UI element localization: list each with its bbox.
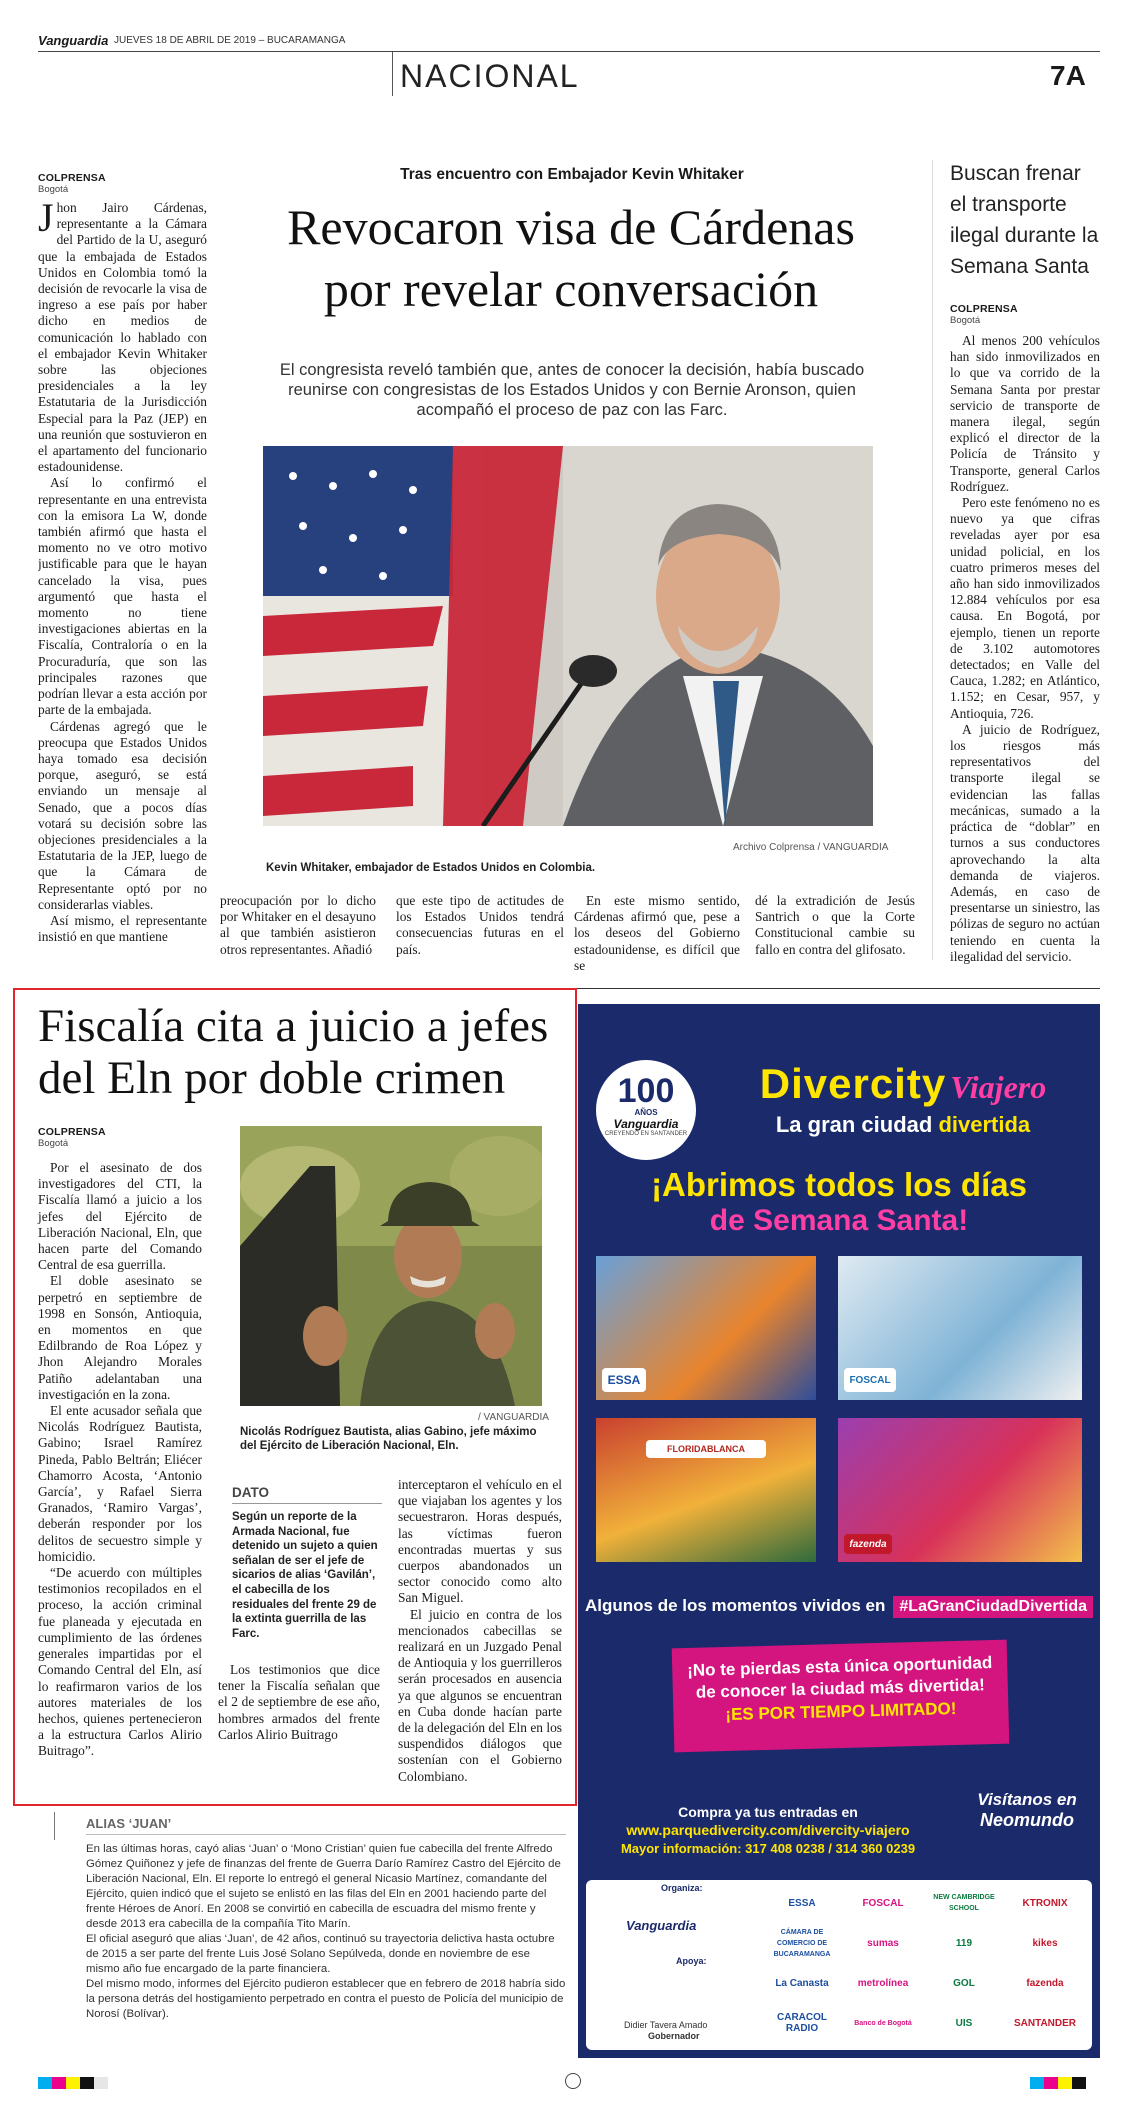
section-divider <box>392 52 393 96</box>
side-story-headline: Buscan frenar el transporte ilegal durante la Semana Santa <box>950 162 1099 278</box>
ad-photo-4: fazenda <box>838 1418 1082 1562</box>
sponsor-logo: Banco de Bogotá <box>845 2006 921 2040</box>
badge-tag: CREYENDO EN SANTANDER <box>604 1131 688 1137</box>
side-story-body: Al menos 200 vehículos han sido inmovilizados en lo que va corrido de la Semana Santa por prestar servicio de transporte de manera ilegal, según explicó el director de la Policía de Tránsito y Transporte, general Carlos Rodríguez. Pero este fenómeno no es nuevo ya que cifras reveladas ayer por esa unidad policial, en los cuatro primeros meses del año han sido inmovilizados 12.884 vehículos por esa causa. En Bogotá, por ejemplo, tienen un reporte de 3.102 automotores detectados; en Valle del Cauca, 1.282; en Atlántico, 1.152; en Cesar, 957, y Antioquia, 726. A juicio de Rodríguez, los riesgos más representativos del transporte ilegal se evidencian las fallas mecánicas, sumado a la práctica de “doblar” en turnos a sus conductores aprovechando la alta demanda de viajeros. Además, en caso de presentarse un siniestro, las pólizas de seguro no actúan teniendo en cuenta la ilegalidad del servicio. <box>950 333 1100 964</box>
badge-years: AÑOS <box>634 1108 658 1117</box>
buy-line-3: Mayor información: 317 408 0238 / 314 360 0239 <box>620 1841 916 1856</box>
sponsor-logo: KTRONIX <box>1007 1886 1083 1920</box>
sponsor-logo: GOL <box>926 1966 1002 2000</box>
whitaker-photo-caption: Kevin Whitaker, embajador de Estados Unidos en Colombia. <box>266 862 596 874</box>
brand-logo: Vanguardia <box>38 33 109 48</box>
brand-divercity: Divercity <box>759 1060 947 1107</box>
ad-photo-3: FLORIDABLANCA <box>596 1418 816 1562</box>
sponsor-panel <box>586 1880 1092 2050</box>
registration-mark <box>565 2073 581 2089</box>
badge-number: 100 <box>617 1072 675 1110</box>
side-story-credit: COLPRENSA Bogotá <box>950 303 1018 326</box>
eln-story-col2: Los testimonios que dice tener la Fiscalía señalan que el 2 de septiembre de ese año, hombres armados del frente Carlos Alirio Buitrago <box>218 1662 380 1742</box>
organiza-label: Organiza: <box>661 1883 703 1893</box>
eln-story-headline: Fiscalía cita a juicio a jefes del Eln por doble crimen <box>38 1000 549 1104</box>
moments-line: Algunos de los momentos vividos en #LaGranCiudadDivertida <box>578 1596 1100 1618</box>
ad-photo-2: FOSCAL <box>838 1256 1082 1400</box>
governor-name: Didier Tavera Amado <box>624 2020 708 2030</box>
page-number: 7A <box>1050 60 1086 91</box>
eln-story-col3: interceptaron el vehículo en el que viajaban los agentes y los secuestraron. Horas después, las víctimas fueron encontradas muertas y sus cuerpos abandonados un sector conocido como alto San Miguel. El juicio en contra de los mencionados cabecillas se realizará en un Juzgado Penal de Antioquia y los guerrilleros serán procesados en ausencia ya que algunos se encuentran en Cuba donde hacían parte de la delegación del Eln en los suspendidos diálogos que sostenían con el Gobierno Colombiano. <box>398 1477 562 1784</box>
main-story-col2: preocupación por lo dicho por Whitaker en el desayuno al que también asistieron otros representantes. Añadió <box>220 893 376 957</box>
divercity-ad <box>578 1004 1100 2058</box>
masthead <box>38 32 1100 52</box>
buy-line-2: www.parquedivercity.com/divercity-viajero <box>626 1822 910 1838</box>
gabino-photo <box>240 1126 542 1406</box>
eln-story-col1: Por el asesinato de dos investigadores del CTI, la Fiscalía llamó a juicio a los jefes del Ejército de Liberación Nacional, Eln, que hacen parte del Comando Central de esa guerrilla. El doble asesinato se perpetró en septiembre de 1998 en Sonsón, Antioquia, en momentos en que Edilbrando de Roa López y Jhon Alejandro Morales Patiño adelantaban una investigación en la zona. El ente acusador señala que Nicolás Rodríguez Bautista, Gabino; Israel Ramírez Pineda, Pablo Beltrán; Eliécer Chamorro Acosta, ‘Antonio García’, y Rafael Sierra Granados, ‘Ramiro Vargas’, deberán responder por los delitos de secuestro simple y homicidio. “De acuerdo con múltiples testimonios recopilados en el proceso, la acción criminal fue planeada y ejecutada en cumplimiento de las órdenes generales impartidas por el Comando Central del Eln, así lo reafirmaron varios de los autores materiales de los hechos, quienes pertenecieron a la estructura Carlos Alirio Buitrago”. <box>38 1160 202 1759</box>
hashtag-badge: #LaGranCiudadDivertida <box>893 1596 1093 1618</box>
main-story-headline: Revocaron visa de Cárdenas por revelar conversación <box>287 199 855 317</box>
date-line: JUEVES 18 DE ABRIL DE 2019 – BUCARAMANGA <box>114 35 346 46</box>
sponsor-logo: FOSCAL <box>845 1886 921 1920</box>
buy-line-1: Compra ya tus entradas en <box>678 1804 858 1820</box>
gabino-photo-credit: / VANGUARDIA <box>478 1412 549 1423</box>
registration-strip-left <box>38 2076 108 2094</box>
main-story-col1: Jhon Jairo Cárdenas, representante a la Cámara del Partido de la U, aseguró que la embajada de Estados Unidos en Colombia tomó la decisión de revocarle la visa de ingreso a ese país por haber dicho en medios de comunicación lo hablado con el embajador Kevin Whitaker sobre las objeciones presidenciales a la ley Estatutaria de la Jurisdicción Especial para la Paz (JEP) en una reunión que sostuvieron en el apartamento del funcionario estadounidense. Así lo confirmó el representante en una entrevista con la emisora La W, donde también afirmó que hasta el momento no ve otro motivo justificable para que le hayan cancelado la visa, pues argumentó que hasta el momento no tiene investigaciones abiertas en la Fiscalía, Contraloría o en la Procuraduría, que son las principales razones que podrían llevar a esta acción por parte de la embajada. Cárdenas agregó que le preocupa que Estados Unidos haya tomado esa decisión porque, aseguró, se está enviando un mensaje al Senado, que a pocos días votará su decisión sobre las objeciones presidenciales a la Estatutaria de la JEP, luego de que la Cámara de Representante optó por no considerarlas viables. Así mismo, el representante insistió en que mantiene <box>38 200 207 945</box>
ad-photo-1: ESSA <box>596 1256 816 1400</box>
sponsor-logo: CÁMARA DE COMERCIO DE BUCARAMANGA <box>764 1926 840 1960</box>
alias-label: ALIAS ‘JUAN’ <box>86 1816 172 1831</box>
main-story-col3: que este tipo de actitudes de los Estados Unidos tendrá consecuencias futuras en el país. <box>396 893 564 957</box>
sponsor-logo: kikes <box>1007 1926 1083 1960</box>
alias-accent <box>54 1812 55 1840</box>
whitaker-photo <box>263 446 873 826</box>
divercity-brand <box>718 1060 1088 1108</box>
main-story-col5: dé la extradición de Jesús Santrich o que la Corte Constitucional cambie su fallo en contra del glifosato. <box>755 893 915 957</box>
sponsor-logo: metrolínea <box>845 1966 921 2000</box>
main-story-deck: El congresista reveló también que, antes de conocer la decisión, había buscado reunirse con congresistas de los Estados Unidos y con Bernie Aronson, quien acompañó el proceso de paz con las Farc. <box>279 361 865 419</box>
registration-strip-right <box>1030 2076 1086 2094</box>
open-headline-1: ¡Abrimos todos los días <box>651 1166 1027 1203</box>
alias-body: En las últimas horas, cayó alias ‘Juan’ o ‘Mono Cristian’ quien fue cabecilla del frente Alfredo Gómez Quiñonez y jefe de finanzas del frente de Guerra Darío Ramírez Castro del Ejército de Liberación Nacional, Eln. El reporte lo entregó el general Nicasio Martínez, comandante del Ejército, quien indicó que el sujeto se enlistó en las filas del Eln en 2001 haciendo parte del frente Héroes de Anorí. En 2008 se convirtió en cabecilla de escuadra del mismo frente y desde 2013 era cabecilla de la compañía Tito Marín. El oficial aseguró que alias ‘Juan’, de 42 años, continuó su trayectoria delictiva hasta octubre de 2015 a ser parte del frente Luis José Solano Sepúlveda, donde en noviembre de ese mismo año fue encargado de la parte financiera. Del mismo modo, informes del Ejército pudieron establecer que en febrero de 2018 habría sido la persona detrás del hostigamiento perpetrado en contra el puesto de Policía del municipio de Norosí (Bolívar). <box>86 1843 566 2020</box>
divercity-tagline: La gran ciudad divertida <box>775 1112 1031 1137</box>
apoya-label: Apoya: <box>676 1956 707 1966</box>
sponsor-logo: SANTANDER <box>1007 2006 1083 2040</box>
eln-story-credit: COLPRENSA Bogotá <box>38 1126 106 1149</box>
visit-badge: Visítanos en Neomundo <box>977 1790 1077 1830</box>
masthead-rule <box>38 51 1100 52</box>
whitaker-photo-credit: Archivo Colprensa / VANGUARDIA <box>733 842 889 853</box>
sponsor-vanguardia: Vanguardia <box>626 1918 697 1933</box>
sponsor-logo: ESSA <box>764 1886 840 1920</box>
drop-cap: J <box>38 200 54 240</box>
alias-rule <box>86 1834 566 1835</box>
sponsor-logo: La Canasta <box>764 1966 840 2000</box>
side-column-rule <box>932 160 933 960</box>
sponsor-logos <box>764 1886 1088 2046</box>
sponsor-logo: NEW CAMBRIDGE SCHOOL <box>926 1886 1002 1920</box>
gabino-photo-caption: Nicolás Rodríguez Bautista, alias Gabino, jefe máximo del Ejército de Liberación Nacional, Eln. <box>240 1426 537 1452</box>
promo-ribbon: ¡No te pierdas esta única oportunidad de conocer la ciudad más divertida! ¡ES POR TIEMPO LIMITADO! <box>672 1640 1010 1753</box>
dato-label: DATO <box>232 1485 382 1504</box>
alias-box <box>38 1812 566 2062</box>
sponsor-logo: sumas <box>845 1926 921 1960</box>
sponsor-logo: 119 <box>926 1926 1002 1960</box>
sponsor-logo: fazenda <box>1007 1966 1083 2000</box>
vanguardia-100-badge <box>596 1060 696 1160</box>
sponsor-logo: UIS <box>926 2006 1002 2040</box>
section-name: NACIONAL <box>400 58 580 94</box>
sponsor-logo: CARACOL RADIO <box>764 2006 840 2040</box>
main-story-credit: COLPRENSA Bogotá <box>38 172 106 195</box>
gabino-photo-art <box>240 1126 542 1406</box>
brand-viajero: Viajero <box>950 1069 1047 1105</box>
open-headline-2: de Semana Santa! <box>709 1204 969 1237</box>
main-story-kicker: Tras encuentro con Embajador Kevin Whitaker <box>400 166 744 183</box>
whitaker-photo-art <box>263 446 873 826</box>
badge-brand: Vanguardia <box>613 1117 679 1131</box>
dato-text: Según un reporte de la Armada Nacional, fue detenido un sujeto a quien señalan de ser el jefe de sicarios de alias ‘Gavilán’, el cabecilla de los residuales del frente 29 de la extinta guerrilla de las Farc. <box>232 1511 378 1640</box>
governor-title: Gobernador <box>648 2031 700 2041</box>
dato-box <box>232 1485 382 1641</box>
main-story-col4: En este mismo sentido, Cárdenas afirmó que, pese a los deseos del Gobierno estadounidense, es difícil que se <box>574 893 740 973</box>
